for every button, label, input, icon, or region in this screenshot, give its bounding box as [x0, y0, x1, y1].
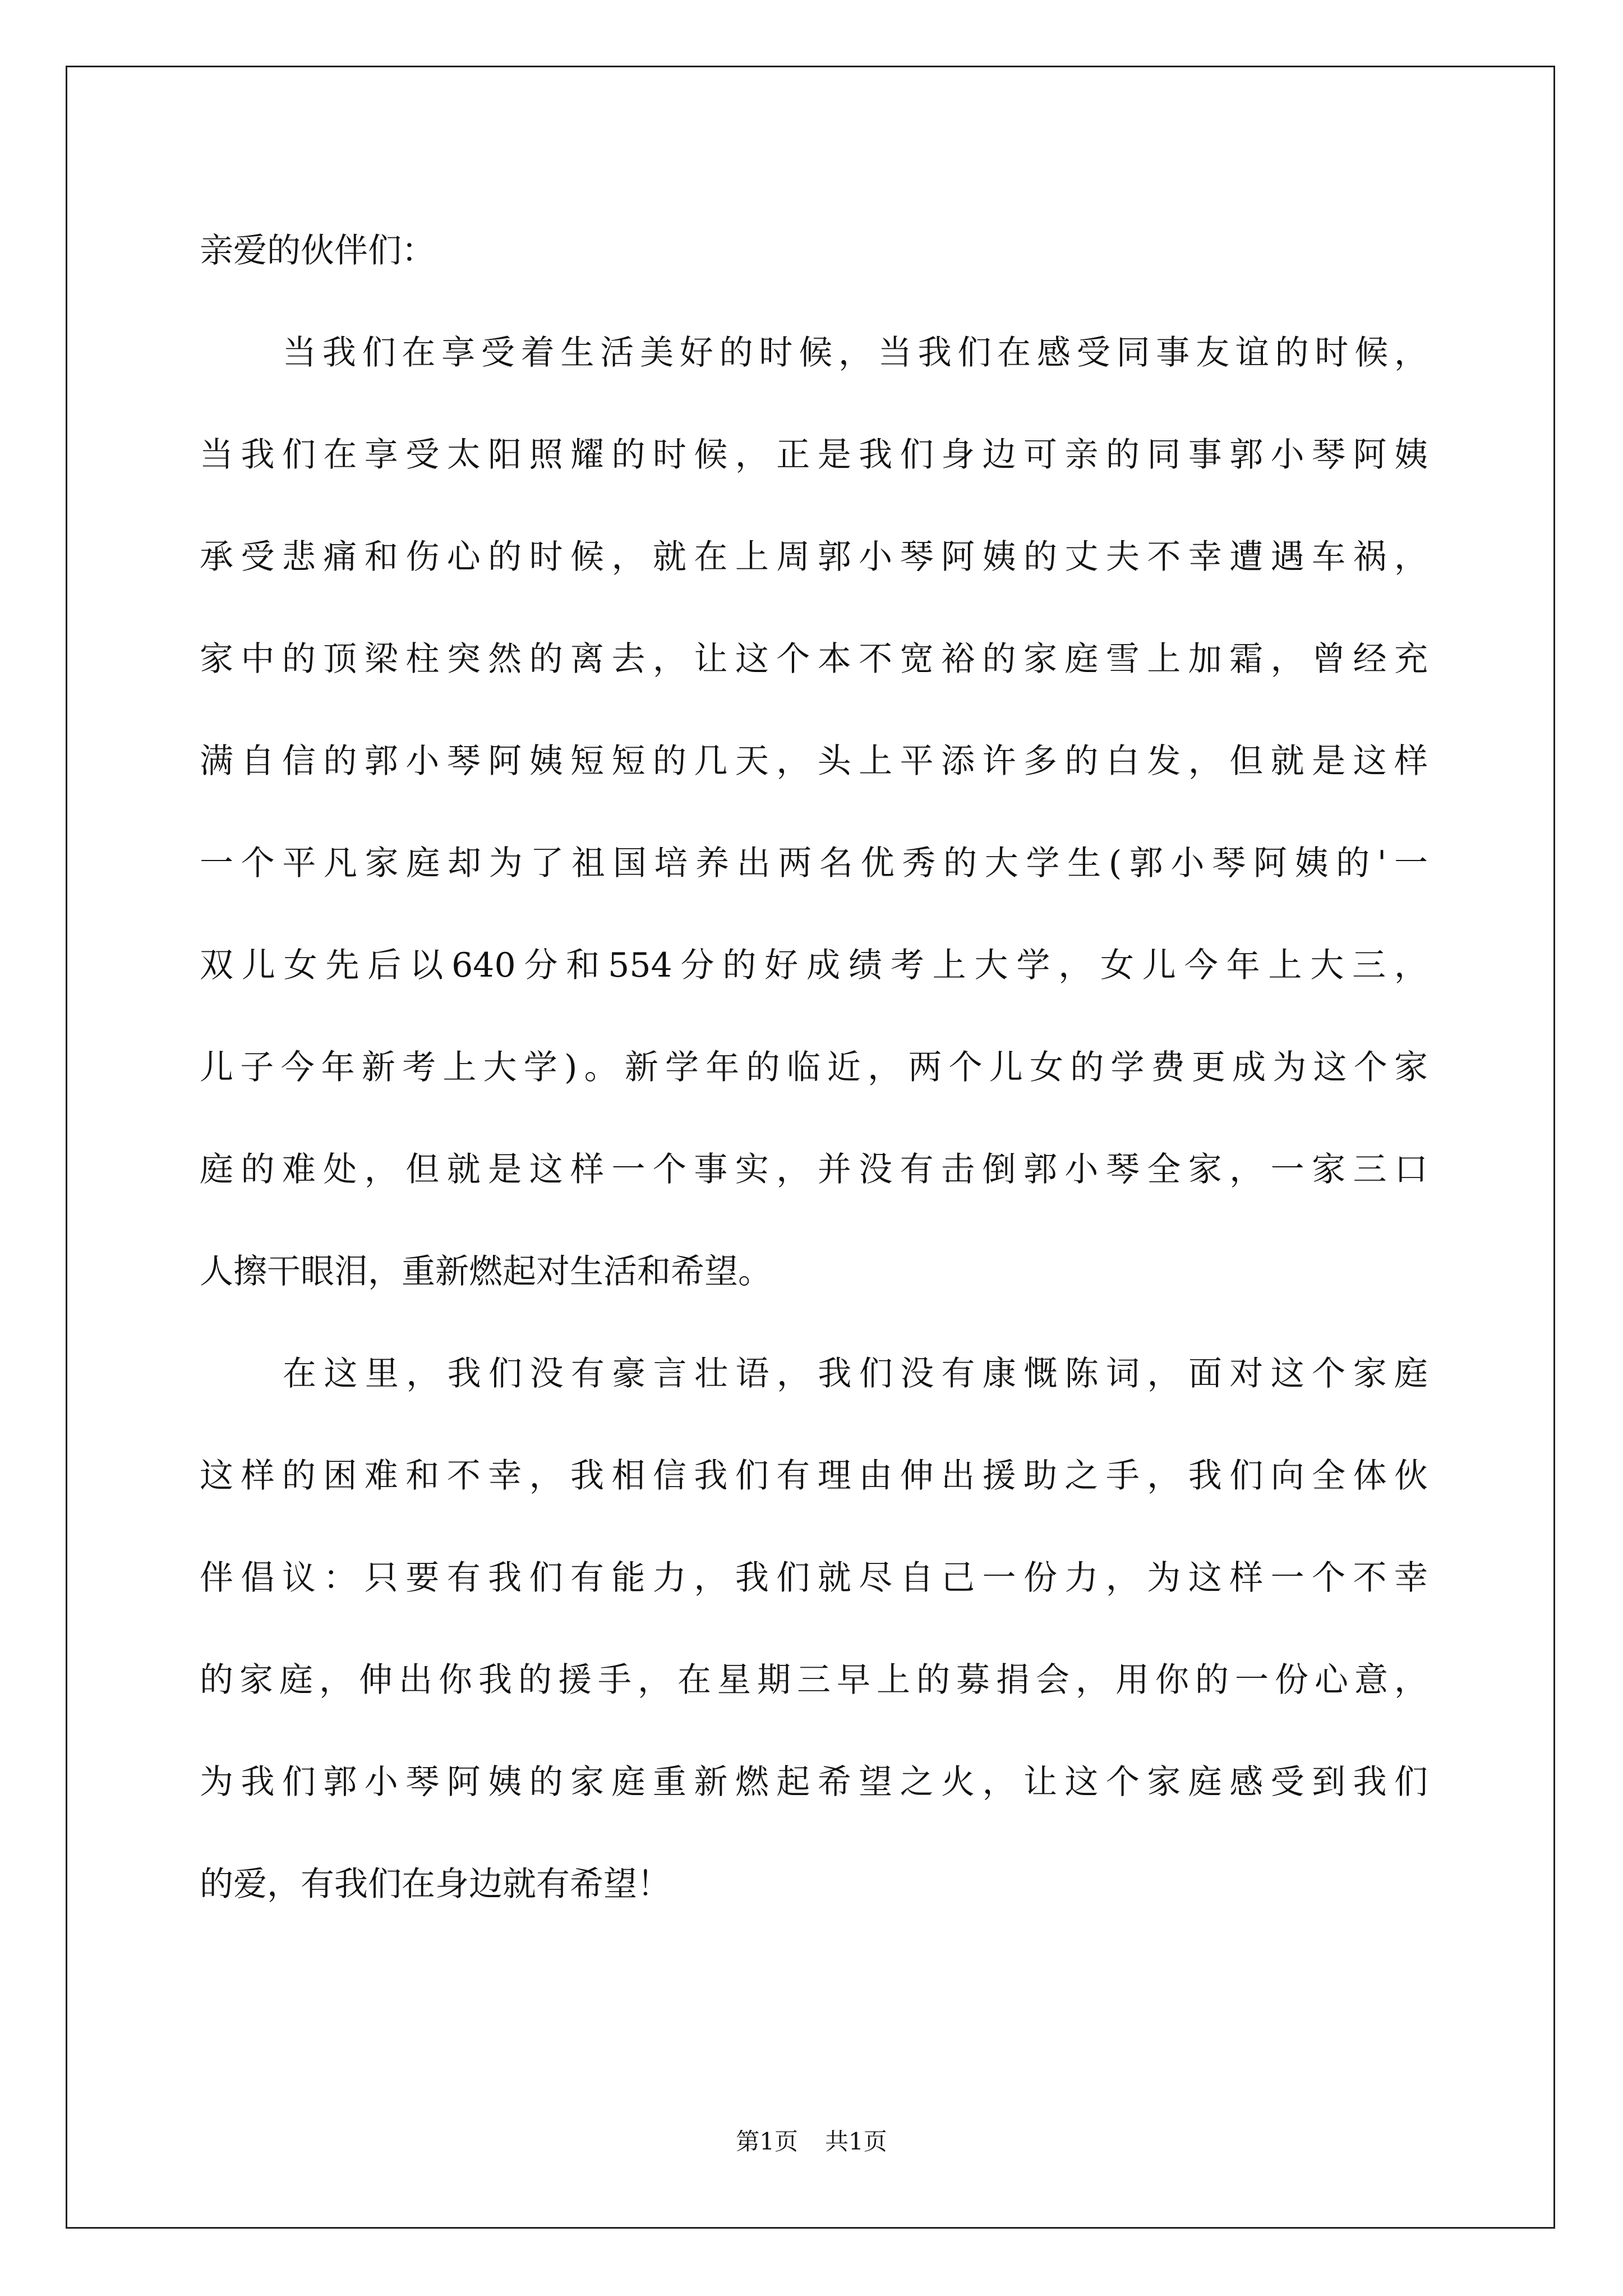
- paragraph-line: 家中的顶梁柱突然的离去，让这个本不宽裕的家庭雪上加霜，曾经充: [200, 639, 1428, 679]
- paragraph-2: [200, 1323, 1428, 1935]
- paragraph-line: 双儿女先后以640分和554分的好成绩考上大学，女儿今年上大三，: [200, 946, 1428, 985]
- paragraph-line: 承受悲痛和伤心的时候，就在上周郭小琴阿姨的丈夫不幸遭遇车祸，: [200, 537, 1428, 577]
- paragraph-line: 一个平凡家庭却为了祖国培养出两名优秀的大学生(郭小琴阿姨的'一: [200, 844, 1428, 883]
- paragraph-1: [200, 302, 1428, 1323]
- paragraph-line: 当我们在享受着生活美好的时候，当我们在感受同事友谊的时候，: [283, 333, 1428, 372]
- paragraph-line: 为我们郭小琴阿姨的家庭重新燃起希望之火，让这个家庭感受到我们: [200, 1763, 1428, 1802]
- paragraph-line: 人擦干眼泪，重新燃起对生活和希望。: [200, 1252, 772, 1291]
- paragraph-line: 在这里，我们没有豪言壮语，我们没有康慨陈词，面对这个家庭: [283, 1354, 1428, 1393]
- page-total: 共1页: [825, 2128, 887, 2155]
- page-number: 第1页: [736, 2128, 798, 2155]
- paragraph-line: 这样的困难和不幸，我相信我们有理由伸出援助之手，我们向全体伙: [200, 1456, 1428, 1496]
- paragraph-line: 伴倡议：只要有我们有能力，我们就尽自己一份力，为这样一个不幸: [200, 1558, 1428, 1598]
- paragraph-line: 的爱，有我们在身边就有希望！: [200, 1865, 671, 1904]
- paragraph-line: 庭的难处，但就是这样一个事实，并没有击倒郭小琴全家，一家三口: [200, 1150, 1428, 1189]
- paragraph-line: 满自信的郭小琴阿姨短短的几天，头上平添许多的白发，但就是这样: [200, 742, 1428, 781]
- salutation: 亲爱的伙伴们：: [200, 231, 435, 270]
- document-body: [200, 200, 1428, 1935]
- page-footer: [0, 2125, 1623, 2159]
- paragraph-line: 的家庭，伸出你我的援手，在星期三早上的募捐会，用你的一份心意，: [200, 1660, 1428, 1700]
- paragraph-line: 儿子今年新考上大学)。新学年的临近，两个儿女的学费更成为这个家: [200, 1048, 1428, 1087]
- paragraph-line: 当我们在享受太阳照耀的时候，正是我们身边可亲的同事郭小琴阿姨: [200, 435, 1428, 475]
